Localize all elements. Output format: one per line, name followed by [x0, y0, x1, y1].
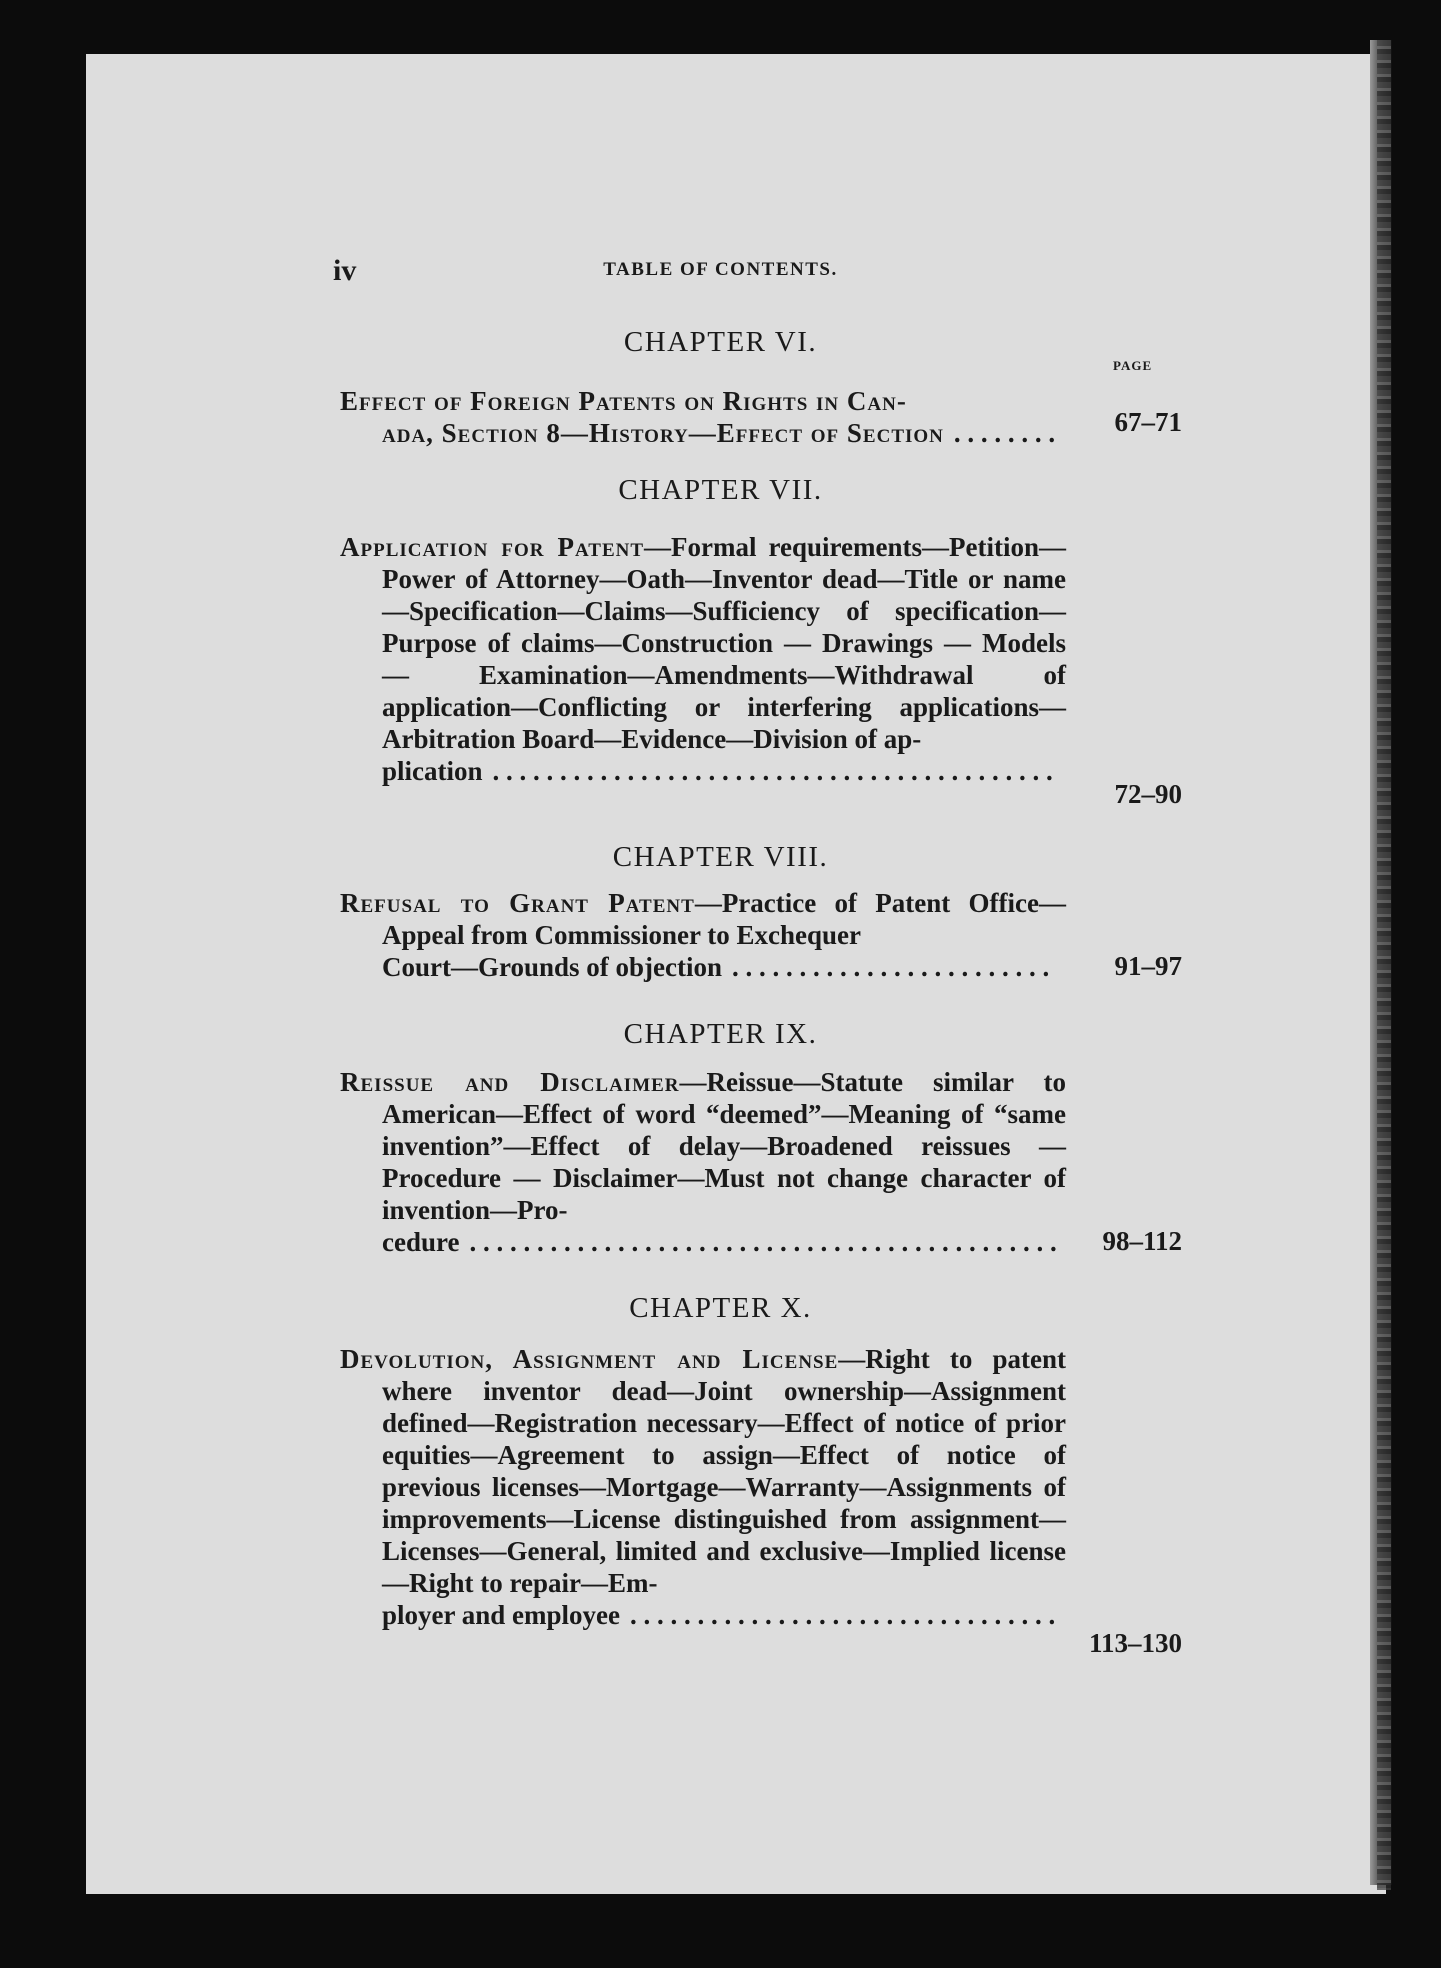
- page-ref-vi: 67–71: [1114, 407, 1182, 437]
- toc-entry-last-line: cedure . . .: [340, 1226, 1066, 1258]
- toc-entry-last-line: ada, Section 8—History—Effect of Section . . .: [340, 417, 1066, 449]
- chapter-heading-vii: CHAPTER VII.: [618, 474, 823, 506]
- page-column-label: PAGE: [1113, 358, 1153, 373]
- dot-leader: [469, 1226, 1056, 1258]
- toc-entry-vii: [340, 531, 1066, 787]
- toc-entry-vi: [340, 385, 1066, 449]
- dot-leader: [954, 417, 1056, 449]
- toc-entry-x: [340, 1343, 1066, 1631]
- page-ref-ix: 98–112: [1102, 1226, 1182, 1256]
- page-ref-viii: 91–97: [1114, 951, 1182, 981]
- dot-leader: [493, 755, 1056, 787]
- page-ref-vii: 72–90: [1114, 779, 1182, 809]
- page-ref-x: 113–130: [1088, 1628, 1182, 1658]
- chapter-heading-viii: CHAPTER VIII.: [612, 841, 829, 873]
- dot-leader: [630, 1599, 1056, 1631]
- chapter-heading-ix: CHAPTER IX.: [623, 1018, 818, 1050]
- toc-entry-last-line: plication . . .: [340, 755, 1066, 787]
- running-head: TABLE OF CONTENTS.: [603, 259, 838, 280]
- toc-entry-ix: [340, 1066, 1066, 1258]
- toc-entry-text: Application for Patent—Formal requirements—Petition—Power of Attorney—Oath—Inventor dead—Title or name—Specification—Claims—Sufficiency of specification—Purpose of claims—Construction — Drawings — Models — Examination—Amendments—Withdrawal of application—Conflicting or interfering applications—Arbitration Board—Evidence—Division of ap-: [340, 532, 1066, 754]
- toc-entry-text: Reissue and Disclaimer—Reissue—Statute similar to American—Effect of word “deemed”—Meaning of “same invention”—Effect of delay—Broadened reissues — Procedure — Disclaimer—Must not change character of invention—Pro-: [340, 1067, 1066, 1225]
- toc-entry-viii: [340, 887, 1066, 983]
- folio-number: iv: [333, 254, 357, 287]
- toc-entry-last-line: Court—Grounds of objection . . .: [340, 951, 1066, 983]
- book-spine: [1377, 40, 1391, 1890]
- toc-entry-text: Refusal to Grant Patent—Practice of Patent Office—Appeal from Commissioner to Exchequer: [340, 888, 1067, 950]
- toc-entry-title: Effect of Foreign Patents on Rights in Can-: [340, 386, 907, 416]
- toc-entry-last-line: ployer and employee . . .: [340, 1599, 1066, 1631]
- chapter-heading-x: CHAPTER X.: [629, 1292, 812, 1324]
- dot-leader: [732, 951, 1056, 983]
- toc-entry-text: Devolution, Assignment and License—Right to patent where inventor dead—Joint ownership—Assignment defined—Registration necessary—Effect of notice of prior equities—Agreement to assign—Effect of notice of previous licenses—Mortgage—Warranty—Assignments of improvements—License distinguished from assignment—Licenses—General, limited and exclusive—Implied license—Right to repair—Em-: [340, 1344, 1066, 1598]
- chapter-heading-vi: CHAPTER VI.: [623, 326, 818, 358]
